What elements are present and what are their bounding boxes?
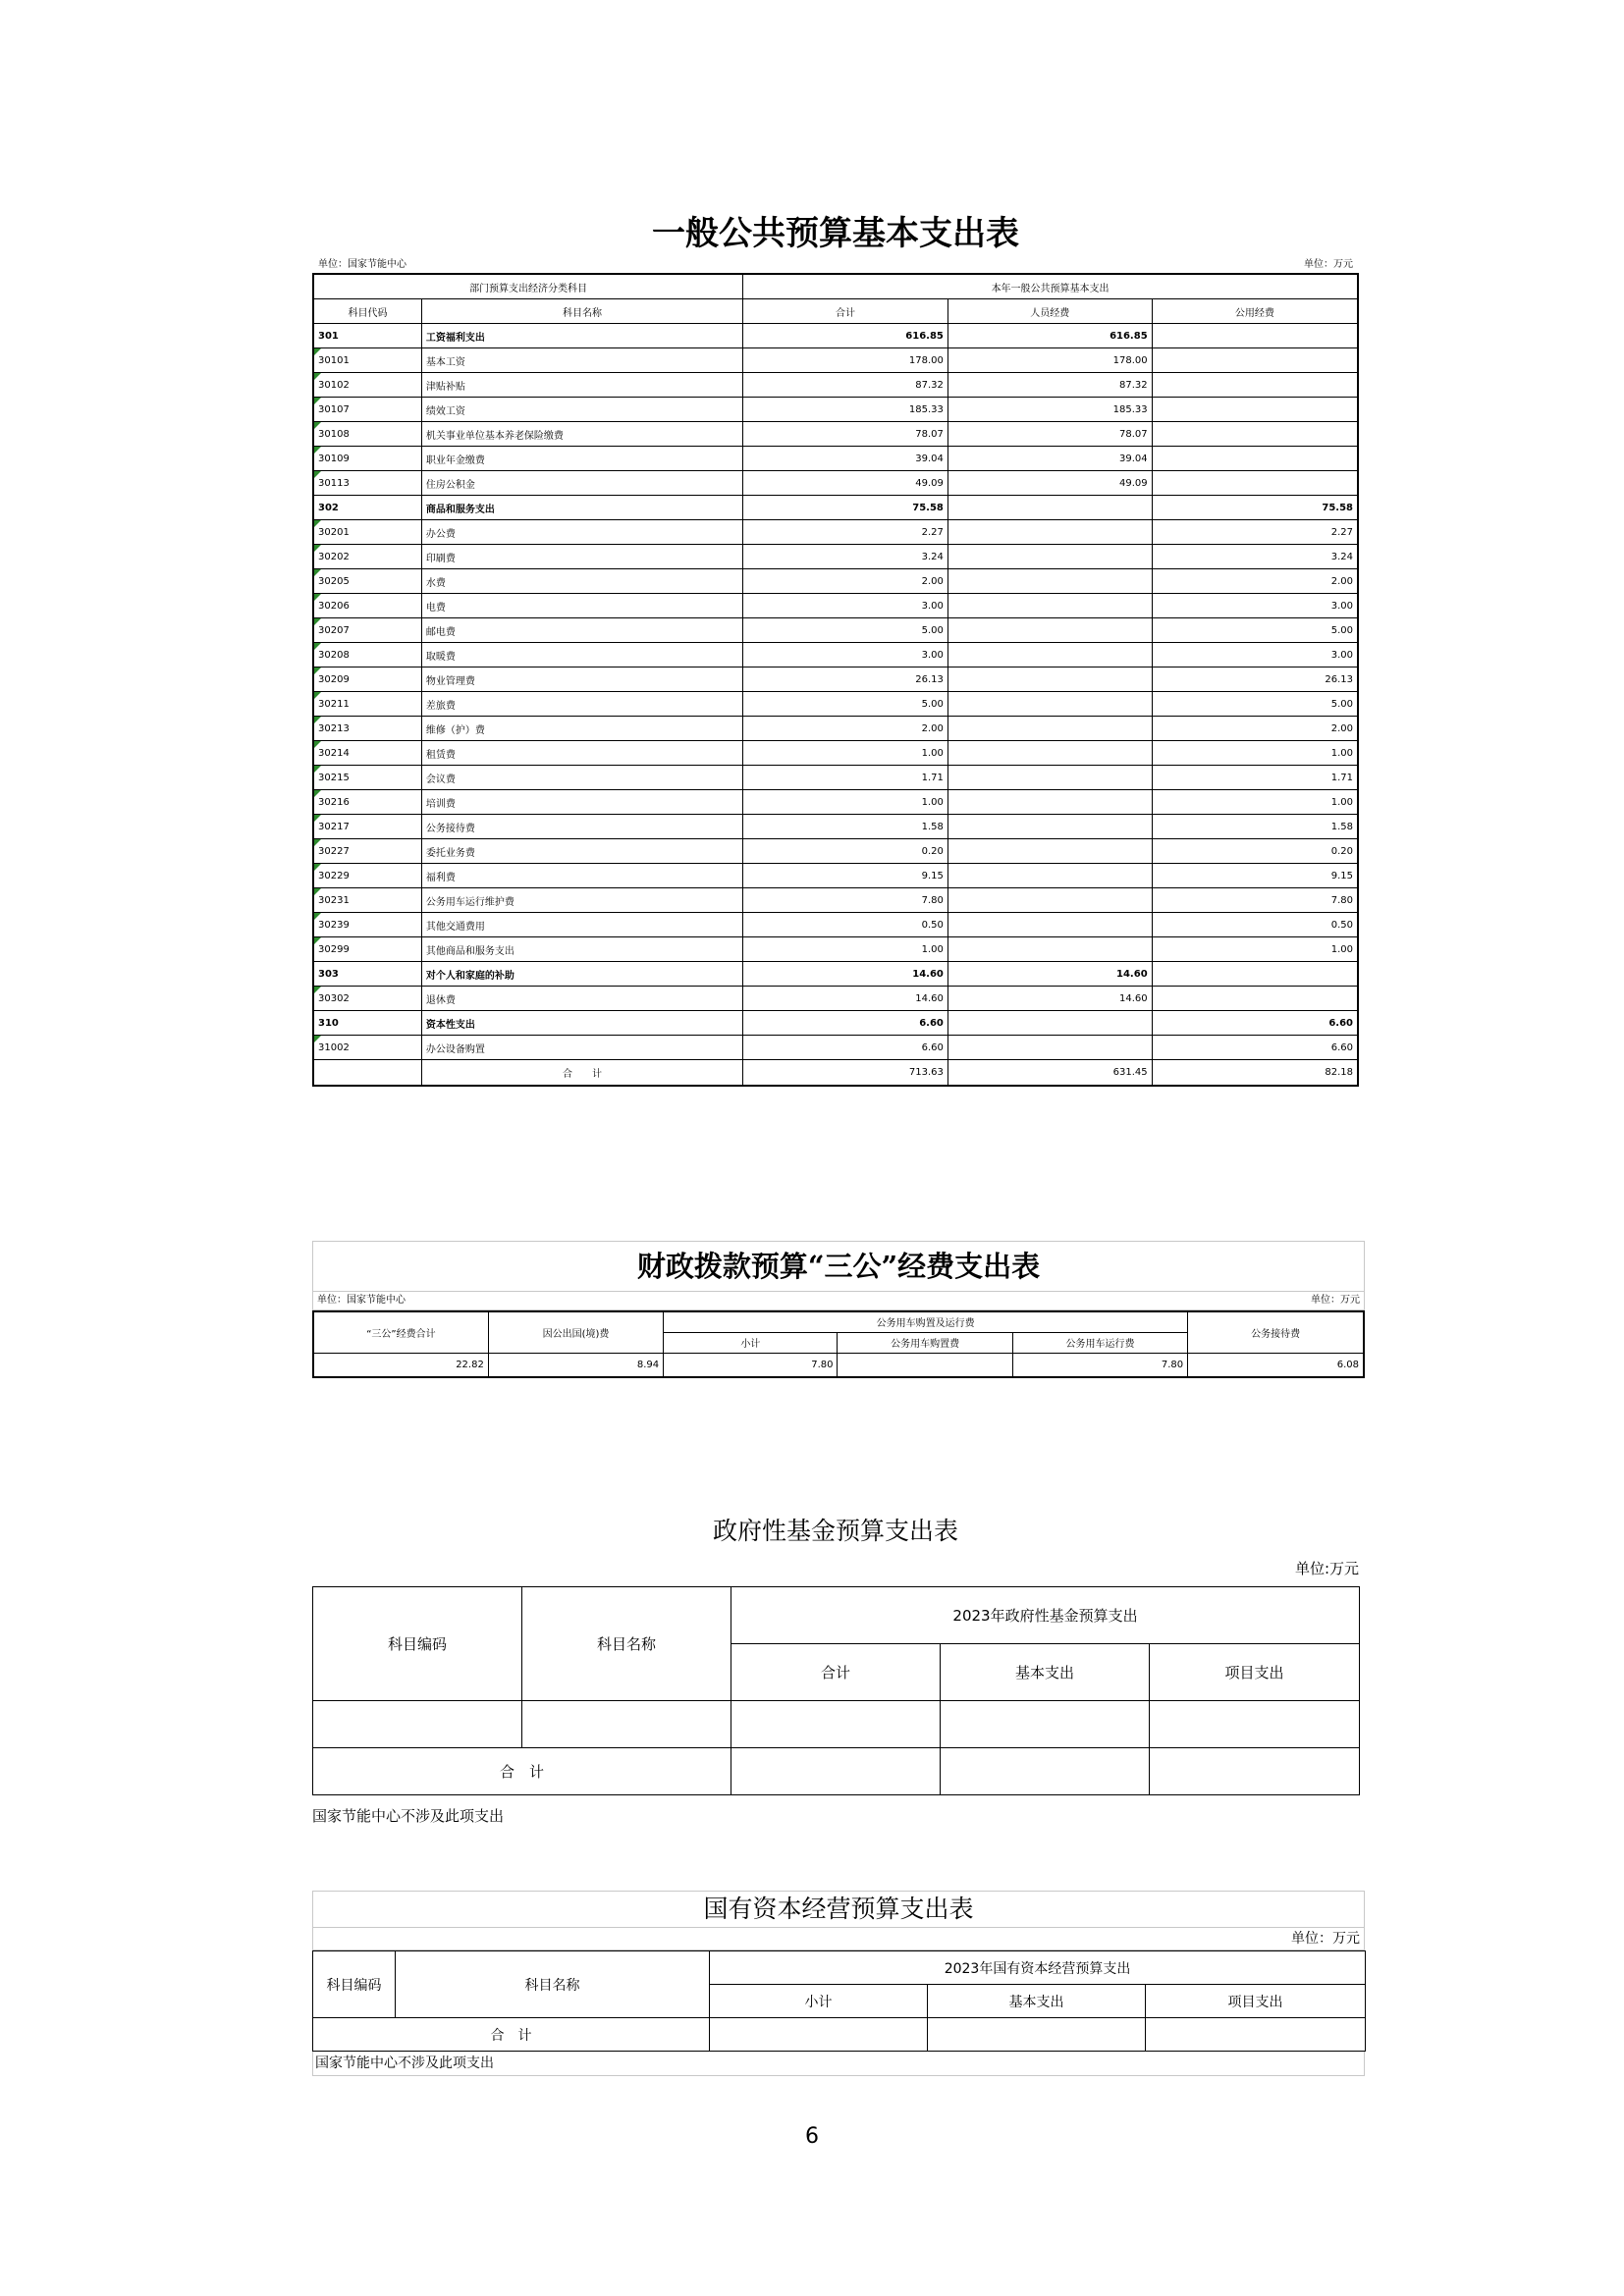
t1-title: 一般公共预算基本支出表 [652,214,1019,253]
t4-total-label: 合 计 [313,2018,710,2052]
t1-cell-total: 26.13 [743,667,948,692]
government-fund-budget-section [312,1512,1359,1826]
t1-cell-personnel: 39.04 [947,447,1152,471]
t1-cell-public: 1.00 [1152,790,1358,815]
t2-val-purchase [838,1353,1012,1377]
t1-cell-name: 电费 [421,594,742,618]
t4-col-name: 科目名称 [396,1951,710,2018]
t1-total-code [313,1060,421,1087]
t1-cell-personnel: 185.33 [947,398,1152,422]
t1-cell-code: 302 [313,496,421,520]
t1-cell-personnel: 616.85 [947,324,1152,348]
t1-cell-personnel [947,545,1152,569]
t1-cell-code: 30201 [313,520,421,545]
t4-note: 国家节能中心不涉及此项支出 [312,2052,1365,2076]
t1-cell-name: 商品和服务支出 [421,496,742,520]
t1-cell-name: 会议费 [421,766,742,790]
t2-col-subtotal: 小计 [664,1332,838,1353]
t1-cell-public: 5.00 [1152,618,1358,643]
t1-cell-public [1152,373,1358,398]
t1-cell-public: 2.00 [1152,717,1358,741]
t3-total-label: 合 计 [313,1748,731,1795]
t3-table [312,1586,1360,1795]
t1-total-personnel: 631.45 [947,1060,1152,1087]
t1-cell-name: 其他交通费用 [421,913,742,937]
t1-cell-code: 30211 [313,692,421,717]
t4-unit: 单位：万元 [312,1928,1365,1950]
t1-cell-total: 5.00 [743,618,948,643]
t1-cell-name: 工资福利支出 [421,324,742,348]
table-row [313,545,1358,569]
t1-cell-name: 公务用车运行维护费 [421,888,742,913]
t1-cell-code: 30299 [313,937,421,962]
t1-cell-code: 30239 [313,913,421,937]
t1-cell-total: 2.27 [743,520,948,545]
t2-col-vehicle-group: 公务用车购置及运行费 [664,1311,1188,1332]
t1-cell-code: 30101 [313,348,421,373]
t4-total-row [313,2018,1366,2052]
t1-cell-personnel [947,888,1152,913]
t1-cell-total: 185.33 [743,398,948,422]
t1-cell-public: 3.24 [1152,545,1358,569]
three-public-expenses-section [312,1241,1365,1378]
t1-cell-code: 30216 [313,790,421,815]
table-row [313,815,1358,839]
t1-cell-name: 对个人和家庭的补助 [421,962,742,987]
t1-cell-name: 绩效工资 [421,398,742,422]
t2-col-sum: “三公”经费合计 [313,1311,488,1353]
t1-cell-personnel [947,717,1152,741]
t1-cell-personnel [947,790,1152,815]
t1-cell-public [1152,471,1358,496]
t1-cell-public: 0.50 [1152,913,1358,937]
table-row [313,962,1358,987]
table-row [313,888,1358,913]
t1-cell-code: 30206 [313,594,421,618]
t4-col-project: 项目支出 [1146,1985,1366,2018]
t1-cell-total: 7.80 [743,888,948,913]
t1-cell-personnel: 178.00 [947,348,1152,373]
t1-cell-name: 委托业务费 [421,839,742,864]
t1-cell-name: 其他商品和服务支出 [421,937,742,962]
t2-col-purchase: 公务用车购置费 [838,1332,1012,1353]
t1-cell-code: 30109 [313,447,421,471]
t1-cell-name: 住房公积金 [421,471,742,496]
t1-cell-name: 机关事业单位基本养老保险缴费 [421,422,742,447]
t1-cell-code: 303 [313,962,421,987]
t1-cell-personnel: 87.32 [947,373,1152,398]
t1-cell-personnel [947,569,1152,594]
t1-cell-name: 物业管理费 [421,667,742,692]
t1-cell-personnel: 49.09 [947,471,1152,496]
t1-cell-public [1152,398,1358,422]
t3-note: 国家节能中心不涉及此项支出 [312,1807,505,1825]
t1-cell-code: 30229 [313,864,421,888]
t1-cell-name: 资本性支出 [421,1011,742,1036]
t1-cell-personnel [947,667,1152,692]
t1-cell-public: 7.80 [1152,888,1358,913]
t1-cell-total: 3.24 [743,545,948,569]
t1-cell-public: 6.60 [1152,1011,1358,1036]
t1-cell-total: 178.00 [743,348,948,373]
t1-cell-personnel [947,864,1152,888]
t1-cell-public [1152,324,1358,348]
t1-cell-public: 9.15 [1152,864,1358,888]
t1-cell-public: 5.00 [1152,692,1358,717]
t1-cell-code: 310 [313,1011,421,1036]
t1-cell-name: 取暖费 [421,643,742,667]
t1-cell-total: 87.32 [743,373,948,398]
t1-cell-personnel [947,1036,1152,1060]
table-row [313,790,1358,815]
t1-cell-code: 30107 [313,398,421,422]
t2-unit-line [312,1292,1365,1310]
t1-cell-total: 14.60 [743,987,948,1011]
t1-cell-code: 31002 [313,1036,421,1060]
t1-cell-code: 301 [313,324,421,348]
t1-cell-public: 2.27 [1152,520,1358,545]
t1-cell-personnel [947,766,1152,790]
t1-cell-total: 3.00 [743,594,948,618]
t1-total-public: 82.18 [1152,1060,1358,1087]
t1-cell-total: 1.00 [743,741,948,766]
t1-cell-public: 2.00 [1152,569,1358,594]
t1-cell-personnel [947,937,1152,962]
t2-table [312,1310,1365,1378]
table-row [313,422,1358,447]
t1-cell-personnel [947,1011,1152,1036]
t1-cell-personnel [947,496,1152,520]
t1-cell-name: 维修（护）费 [421,717,742,741]
t1-cell-name: 租赁费 [421,741,742,766]
t1-cell-public: 75.58 [1152,496,1358,520]
t1-cell-code: 30217 [313,815,421,839]
t2-col-operation: 公务用车运行费 [1012,1332,1187,1353]
t1-cell-name: 职业年金缴费 [421,447,742,471]
t1-cell-name: 水费 [421,569,742,594]
t1-cell-code: 30113 [313,471,421,496]
t1-cell-name: 津贴补贴 [421,373,742,398]
t3-col-basic: 基本支出 [941,1644,1150,1701]
t1-col-total: 合计 [743,299,948,324]
t1-cell-code: 30302 [313,987,421,1011]
t1-cell-personnel [947,741,1152,766]
t1-cell-code: 30202 [313,545,421,569]
t1-col-public: 公用经费 [1152,299,1358,324]
t1-cell-name: 邮电费 [421,618,742,643]
t1-group-header-row [313,274,1358,299]
t1-unit-right: 单位：万元 [1304,259,1353,270]
table-row [313,496,1358,520]
t3-title: 政府性基金预算支出表 [712,1517,958,1545]
t4-group: 2023年国有资本经营预算支出 [710,1951,1366,1985]
t1-cell-total: 39.04 [743,447,948,471]
t1-cell-public [1152,422,1358,447]
table-row [313,348,1358,373]
t3-empty-row [313,1701,1360,1748]
t2-unit-left: 单位：国家节能中心 [317,1295,406,1306]
t4-title: 国有资本经营预算支出表 [312,1891,1365,1928]
table-row [313,692,1358,717]
t1-cell-code: 30213 [313,717,421,741]
t1-cell-total: 6.60 [743,1011,948,1036]
table-row [313,324,1358,348]
t4-table [312,1950,1366,2052]
t2-header-row-1 [313,1311,1364,1332]
t3-group: 2023年政府性基金预算支出 [731,1587,1360,1644]
t1-cell-total: 1.00 [743,937,948,962]
t2-col-reception: 公务接待费 [1188,1311,1364,1353]
t1-cell-personnel [947,692,1152,717]
t1-cell-total: 2.00 [743,717,948,741]
t1-cell-code: 30108 [313,422,421,447]
t1-cell-total: 78.07 [743,422,948,447]
t1-cell-name: 福利费 [421,864,742,888]
t1-group-left: 部门预算支出经济分类科目 [313,274,743,299]
t2-val-sum: 22.82 [313,1353,488,1377]
t1-cell-code: 30205 [313,569,421,594]
t1-col-name: 科目名称 [421,299,742,324]
t1-cell-name: 印刷费 [421,545,742,569]
t1-cell-personnel [947,618,1152,643]
t4-col-code: 科目编码 [313,1951,396,2018]
table-row [313,594,1358,618]
t1-cell-total: 3.00 [743,643,948,667]
t4-header-row-1 [313,1951,1366,1985]
t2-title: 财政拨款预算“三公”经费支出表 [312,1241,1365,1292]
general-budget-basic-expenditure-section [312,210,1359,1087]
t1-cell-total: 1.71 [743,766,948,790]
state-capital-budget-section [312,1891,1365,2076]
table-row [313,569,1358,594]
t2-val-subtotal: 7.80 [664,1353,838,1377]
t1-cell-name: 公务接待费 [421,815,742,839]
t1-cell-personnel: 14.60 [947,962,1152,987]
table-row [313,913,1358,937]
t1-cell-public [1152,987,1358,1011]
t1-cell-public: 1.00 [1152,741,1358,766]
t1-cell-total: 6.60 [743,1036,948,1060]
t1-cell-name: 退休费 [421,987,742,1011]
t1-cell-code: 30227 [313,839,421,864]
t1-cell-total: 616.85 [743,324,948,348]
table-row [313,937,1358,962]
table-row [313,398,1358,422]
t2-val-operation: 7.80 [1012,1353,1187,1377]
t3-col-project: 项目支出 [1150,1644,1360,1701]
t1-cell-public [1152,348,1358,373]
t1-cell-personnel [947,913,1152,937]
t1-column-header-row [313,299,1358,324]
t1-cell-code: 30209 [313,667,421,692]
t1-cell-public: 26.13 [1152,667,1358,692]
t1-cell-name: 基本工资 [421,348,742,373]
table-row [313,717,1358,741]
t1-cell-total: 14.60 [743,962,948,987]
table-row [313,643,1358,667]
t1-cell-public: 1.71 [1152,766,1358,790]
t1-cell-total: 0.20 [743,839,948,864]
t1-cell-public: 6.60 [1152,1036,1358,1060]
t1-cell-public: 3.00 [1152,594,1358,618]
t3-header-row-1 [313,1587,1360,1644]
t1-cell-total: 1.00 [743,790,948,815]
t3-col-name: 科目名称 [522,1587,731,1701]
t1-cell-personnel [947,815,1152,839]
t1-cell-public: 1.00 [1152,937,1358,962]
t1-unit-left: 单位：国家节能中心 [318,259,406,270]
t1-cell-public: 3.00 [1152,643,1358,667]
page-number: 6 [805,2124,819,2149]
table-row [313,667,1358,692]
t1-cell-personnel [947,520,1152,545]
t1-cell-code: 30214 [313,741,421,766]
t1-total-label: 合 计 [421,1060,742,1087]
table-row [313,741,1358,766]
t1-cell-personnel [947,643,1152,667]
t1-cell-public [1152,447,1358,471]
t1-group-right: 本年一般公共预算基本支出 [743,274,1358,299]
table-row [313,618,1358,643]
t1-total-total: 713.63 [743,1060,948,1087]
t2-col-abroad: 因公出国(境)费 [488,1311,663,1353]
t1-cell-name: 办公费 [421,520,742,545]
table-row [313,520,1358,545]
t1-total-row [313,1060,1358,1087]
table-row [313,1036,1358,1060]
t2-unit-right: 单位：万元 [1311,1295,1360,1306]
table-row [313,447,1358,471]
t1-cell-personnel [947,839,1152,864]
table-row [313,471,1358,496]
t1-cell-total: 75.58 [743,496,948,520]
t2-val-abroad: 8.94 [488,1353,663,1377]
t1-col-personnel: 人员经费 [947,299,1152,324]
t1-cell-total: 9.15 [743,864,948,888]
t1-cell-code: 30102 [313,373,421,398]
table-row [313,766,1358,790]
table-row [313,1011,1358,1036]
t1-cell-total: 0.50 [743,913,948,937]
table-row [313,864,1358,888]
t3-unit: 单位:万元 [1294,1560,1359,1577]
table-row [313,839,1358,864]
t1-cell-public [1152,962,1358,987]
table-row [313,987,1358,1011]
t1-cell-code: 30208 [313,643,421,667]
t1-cell-name: 办公设备购置 [421,1036,742,1060]
t1-table [312,273,1359,1087]
t1-body [313,324,1358,1060]
t1-cell-personnel: 14.60 [947,987,1152,1011]
t1-unit-line [312,257,1359,273]
t1-cell-public: 1.58 [1152,815,1358,839]
t1-col-code: 科目代码 [313,299,421,324]
t1-cell-code: 30215 [313,766,421,790]
table-row [313,373,1358,398]
t4-col-basic: 基本支出 [928,1985,1146,2018]
t1-cell-public: 0.20 [1152,839,1358,864]
t1-cell-code: 30207 [313,618,421,643]
t1-cell-total: 49.09 [743,471,948,496]
t4-col-subtotal: 小计 [710,1985,928,2018]
t2-value-row [313,1353,1364,1377]
t1-cell-code: 30231 [313,888,421,913]
t3-total-row [313,1748,1360,1795]
t3-col-code: 科目编码 [313,1587,522,1701]
t1-cell-total: 2.00 [743,569,948,594]
t1-cell-total: 1.58 [743,815,948,839]
t1-cell-name: 差旅费 [421,692,742,717]
t3-col-total: 合计 [731,1644,941,1701]
t1-cell-total: 5.00 [743,692,948,717]
t1-cell-personnel: 78.07 [947,422,1152,447]
t1-cell-personnel [947,594,1152,618]
t1-cell-name: 培训费 [421,790,742,815]
t2-val-reception: 6.08 [1188,1353,1364,1377]
